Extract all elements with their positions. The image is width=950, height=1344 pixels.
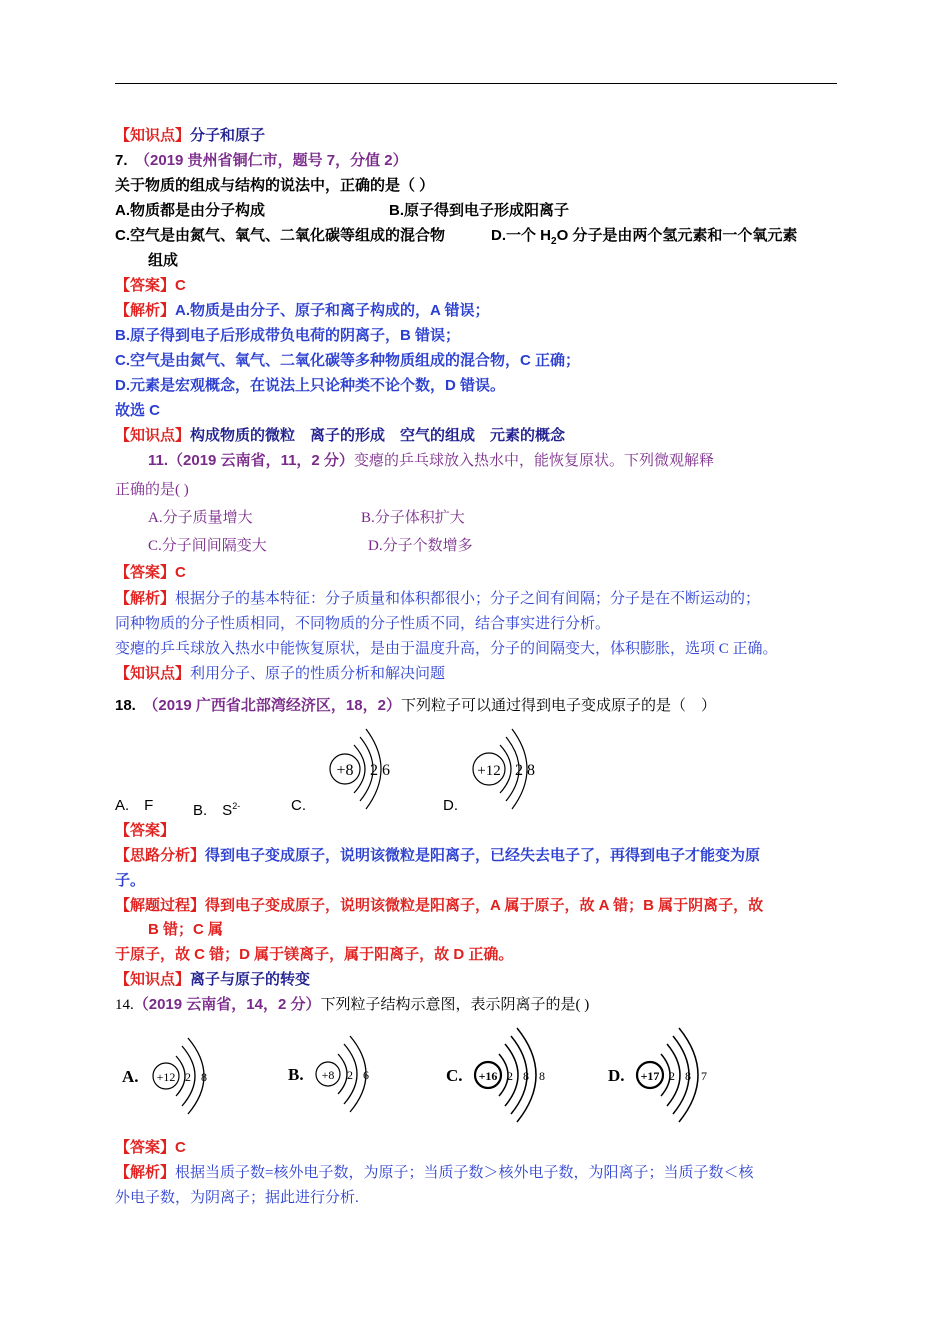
question-stem: 变瘪的乒乓球放入热水中，能恢复原状。下列微观解释: [353, 453, 714, 469]
q11-option-a: A.分子质量增大: [148, 510, 253, 526]
shell-label: 2: [347, 1068, 353, 1082]
tag: 【知识点】: [115, 127, 191, 144]
text: 分子和原子: [190, 127, 266, 144]
answer-value: C: [175, 564, 186, 581]
q18-option-a: A. F: [115, 797, 154, 814]
question-source: （2019 云南省，11，2 分）: [168, 452, 354, 469]
q18-idea-2: 子。: [115, 872, 146, 889]
tag: 【答案】: [115, 277, 176, 294]
text: A.物质是由分子、原子和离子构成的，A 错误；: [175, 302, 490, 319]
tag: 【知识点】: [115, 427, 191, 444]
knowledge-point-top: [115, 126, 265, 146]
question-number: 14.: [115, 997, 134, 1013]
q7-stem: 关于物质的组成与结构的说法中，正确的是（ ）: [115, 177, 435, 194]
q14-analysis-2: 外电子数，为阴离子；据此进行分析.: [115, 1190, 359, 1206]
text: 得到电子变成原子，说明该微粒是阳离子，A 属于原子，故 A 错；B 属于阴离子，故: [205, 897, 764, 914]
q14-diagram-b: [286, 1036, 396, 1116]
nucleus-label: +12: [477, 763, 501, 779]
q18-header: [115, 696, 716, 716]
tag: 【答案】: [115, 564, 176, 581]
q18-option-c: C.: [291, 797, 306, 814]
answer-value: C: [175, 1139, 186, 1156]
text: B. S: [193, 802, 233, 819]
text: 构成物质的微粒 离子的形成 空气的组成 元素的概念: [190, 427, 566, 444]
question-stem: 下列粒子结构示意图，表示阴离子的是( ): [320, 997, 590, 1013]
text: 根据当质子数=核外电子数，为原子；当质子数＞核外电子数，为阳离子；当质子数＜核: [175, 1165, 754, 1181]
q7-analysis-3: C.空气是由氮气、氧气、二氧化碳等多种物质组成的混合物，C 正确；: [115, 352, 581, 369]
text: 得到电子变成原子，说明该微粒是阳离子，已经失去电子了，再得到电子才能变为原: [205, 847, 761, 864]
q7-header: [115, 151, 408, 171]
q11-header: [148, 451, 714, 471]
q11-option-b: B.分子体积扩大: [361, 510, 465, 526]
nucleus-label: +8: [321, 1068, 335, 1082]
text: O 分子是由两个氢元素和一个氧元素: [556, 227, 798, 244]
option-label: A.: [122, 1067, 139, 1086]
tag: 【思路分析】: [115, 847, 206, 864]
q11-analysis-1: [115, 589, 760, 609]
tag: 【知识点】: [115, 971, 191, 988]
shell-labels: 2 8: [515, 762, 535, 779]
text: 离子与原子的转变: [190, 971, 311, 988]
q7-option-b: B.原子得到电子形成阳离子: [389, 202, 570, 219]
question-source: （2019 贵州省铜仁市，题号 7，分值 2）: [142, 152, 408, 169]
q18-option-d: D.: [443, 797, 458, 814]
q7-answer: [115, 276, 186, 296]
tag: 【解析】: [115, 590, 176, 607]
answer-value: C: [175, 277, 186, 294]
text: 利用分子、原子的性质分析和解决问题: [190, 666, 446, 682]
q18-option-b: [193, 796, 240, 821]
q7-analysis-4: D.元素是宏观概念，在说法上只论种类不论个数，D 错误。: [115, 377, 506, 394]
question-source: （2019 云南省，14，2 分）: [133, 996, 321, 1013]
q18-knowledge-point: [115, 970, 310, 990]
q11-analysis-3: 变瘪的乒乓球放入热水中能恢复原状，是由于温度升高，分子的间隔变大，体积膨胀，选项 C 正确。: [115, 641, 778, 657]
q18-answer: 【答案】: [115, 822, 176, 839]
q7-analysis-2: B.原子得到电子后形成带负电荷的阴离子，B 错误；: [115, 327, 461, 344]
shell-label: 2: [507, 1069, 513, 1083]
text: D.一个 H: [491, 227, 552, 244]
shell-label: 8: [685, 1069, 691, 1083]
q11-answer: [115, 563, 186, 583]
q11-knowledge-point: [115, 664, 445, 684]
q18-idea-1: [115, 846, 760, 866]
q18-process-3: 于原子，故 C 错；D 属于镁离子，属于阳离子，故 D 正确。: [115, 946, 514, 963]
q18-diagram-d: [468, 727, 552, 811]
q14-header: [115, 995, 589, 1015]
nucleus-label: +12: [156, 1070, 176, 1084]
nucleus-label: +8: [336, 762, 354, 779]
shell-label: 2: [669, 1069, 675, 1083]
q7-analysis-1: [115, 301, 489, 321]
q7-option-d: [491, 226, 797, 252]
text: 根据分子的基本特征：分子质量和体积都很小；分子之间有间隔；分子是在不断运动的；: [175, 591, 761, 607]
subscript: 2: [551, 236, 557, 247]
header-rule: [115, 83, 837, 84]
nucleus-label: +16: [478, 1069, 498, 1083]
option-label: C.: [446, 1066, 463, 1085]
q18-diagram-c: [324, 727, 404, 811]
q18-process-2: B 错；C 属: [148, 921, 224, 938]
q11-option-d: D.分子个数增多: [368, 538, 473, 554]
tag: 【解析】: [115, 302, 176, 319]
shell-label: 8: [539, 1069, 545, 1083]
q7-analysis-5: 故选 C: [115, 402, 161, 419]
q7-option-d-cont: 组成: [148, 252, 179, 269]
option-label: B.: [288, 1065, 304, 1084]
question-number: 18.: [115, 697, 136, 714]
q7-option-a: A.物质都是由分子构成: [115, 202, 266, 219]
q14-diagram-c: [444, 1030, 564, 1120]
shell-label: 8: [201, 1070, 207, 1084]
tag: 【知识点】: [115, 665, 191, 682]
superscript: 2-: [232, 801, 241, 811]
q14-diagram-d: [606, 1030, 726, 1120]
q7-knowledge-point: [115, 426, 565, 446]
tag: 【答案】: [115, 1139, 176, 1156]
q14-analysis-1: [115, 1163, 753, 1183]
q11-option-c: C.分子间间隔变大: [148, 538, 267, 554]
shell-label: 7: [701, 1069, 707, 1083]
shell-label: 6: [363, 1068, 369, 1082]
tag: 【解析】: [115, 1164, 176, 1181]
q14-answer: [115, 1138, 186, 1158]
q18-process-1: [115, 896, 763, 916]
question-number: 7.: [115, 152, 128, 169]
question-stem: 下列粒子可以通过得到电子变成原子的是（ ）: [400, 698, 716, 714]
shell-label: 8: [523, 1069, 529, 1083]
q11-analysis-2: 同种物质的分子性质相同，不同物质的分子性质不同，结合事实进行分析。: [115, 616, 611, 632]
q11-stem-cont: 正确的是( ): [115, 482, 189, 498]
shell-labels: 2 6: [370, 762, 390, 779]
q14-diagram-a: [118, 1040, 228, 1116]
question-source: （2019 广西省北部湾经济区，18，2）: [150, 697, 401, 714]
tag: 【解题过程】: [115, 897, 206, 914]
option-label: D.: [608, 1066, 625, 1085]
question-number: 11.: [148, 452, 169, 469]
shell-label: 2: [185, 1070, 191, 1084]
nucleus-label: +17: [640, 1069, 660, 1083]
q7-option-c: C.空气是由氮气、氧气、二氧化碳等组成的混合物: [115, 227, 446, 244]
